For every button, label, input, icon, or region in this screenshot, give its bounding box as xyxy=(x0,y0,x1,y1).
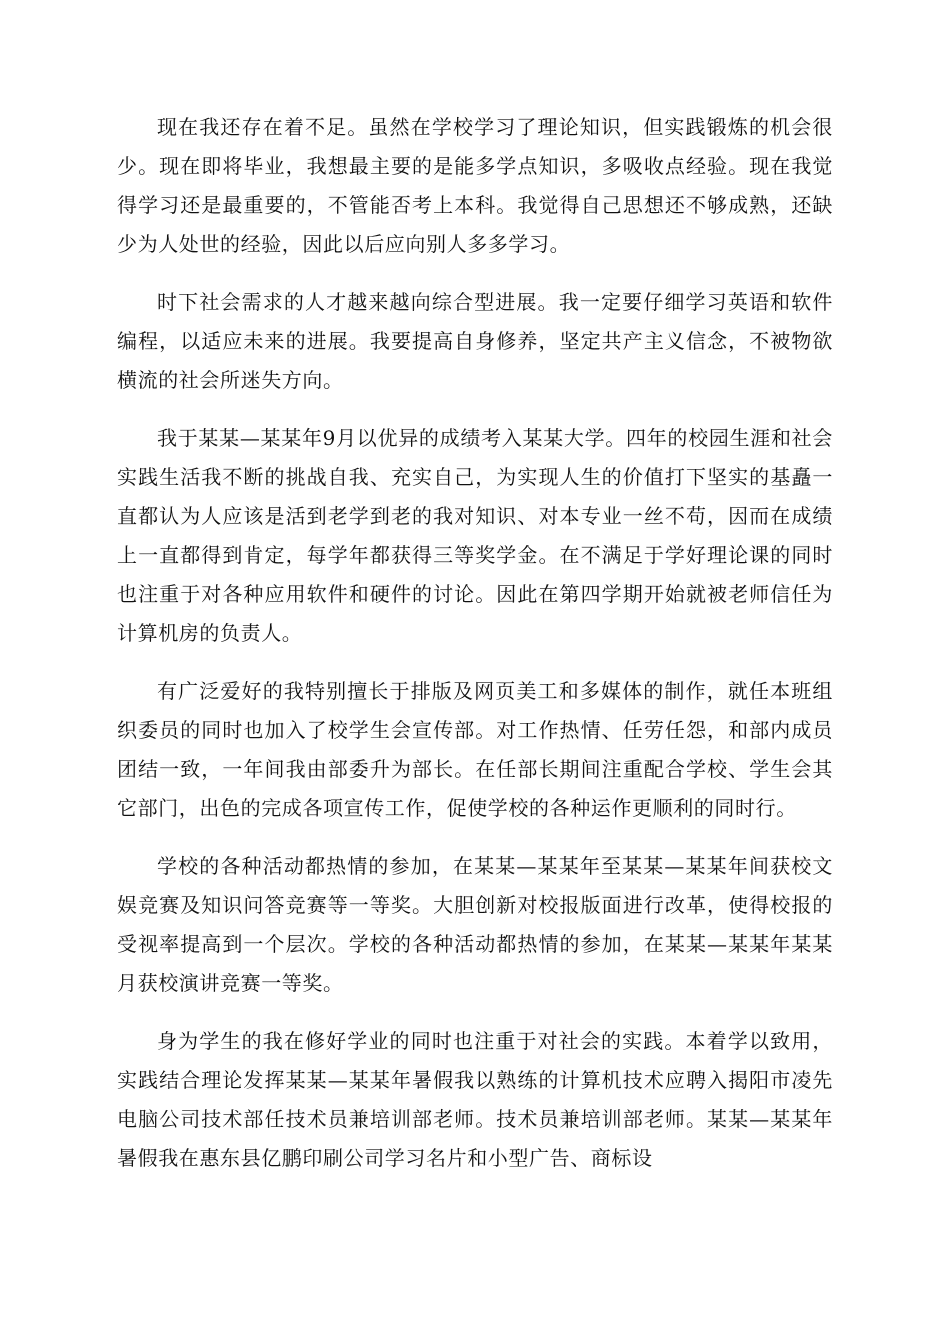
paragraph-1: 现在我还存在着不足。虽然在学校学习了理论知识，但实践锻炼的机会很少。现在即将毕业，我想最主要的是能多学点知识，多吸收点经验。现在我觉得学习还是最重要的，不管能否考上本科。我觉得自己思想还不够成熟，还缺少为人处世的经验，因此以后应向别人多多学习。 xyxy=(117,115,833,256)
paragraph-4: 有广泛爱好的我特别擅长于排版及网页美工和多媒体的制作，就任本班组织委员的同时也加入了校学生会宣传部。对工作热情、任劳任怨，和部内成员团结一致，一年间我由部委升为部长。在任部长期间注重配合学校、学生会其它部门，出色的完成各项宣传工作，促使学校的各种运作更顺利的同时行。 xyxy=(117,679,833,820)
paragraph-5: 学校的各种活动都热情的参加，在某某—某某年至某某—某某年间获校文娱竞赛及知识问答竞赛等一等奖。大胆创新对校报版面进行改革，使得校报的受视率提高到一个层次。学校的各种活动都热情的参加，在某某—某某年某某月获校演讲竞赛一等奖。 xyxy=(117,854,833,995)
paragraph-3: 我于某某—某某年9月以优异的成绩考入某某大学。四年的校园生涯和社会实践生活我不断的挑战自我、充实自己，为实现人生的价值打下坚实的基矗一直都认为人应该是活到老学到老的我对知识、对本专业一丝不苟，因而在成绩上一直都得到肯定，每学年都获得三等奖学金。在不满足于学好理论课的同时也注重于对各种应用软件和硬件的讨论。因此在第四学期开始就被老师信任为计算机房的负责人。 xyxy=(117,426,833,645)
paragraph-2: 时下社会需求的人才越来越向综合型进展。我一定要仔细学习英语和软件编程，以适应未来的进展。我要提高自身修养，坚定共产主义信念，不被物欲横流的社会所迷失方向。 xyxy=(117,290,833,392)
document-body xyxy=(117,108,833,1197)
paragraph-6: 身为学生的我在修好学业的同时也注重于对社会的实践。本着学以致用，实践结合理论发挥某某—某某年暑假我以熟练的计算机技术应聘入揭阳市凌先电脑公司技术部任技术员兼培训部老师。技术员兼培训部老师。某某—某某年暑假我在惠东县亿鹏印刷公司学习名片和小型广告、商标设 xyxy=(117,1029,833,1170)
